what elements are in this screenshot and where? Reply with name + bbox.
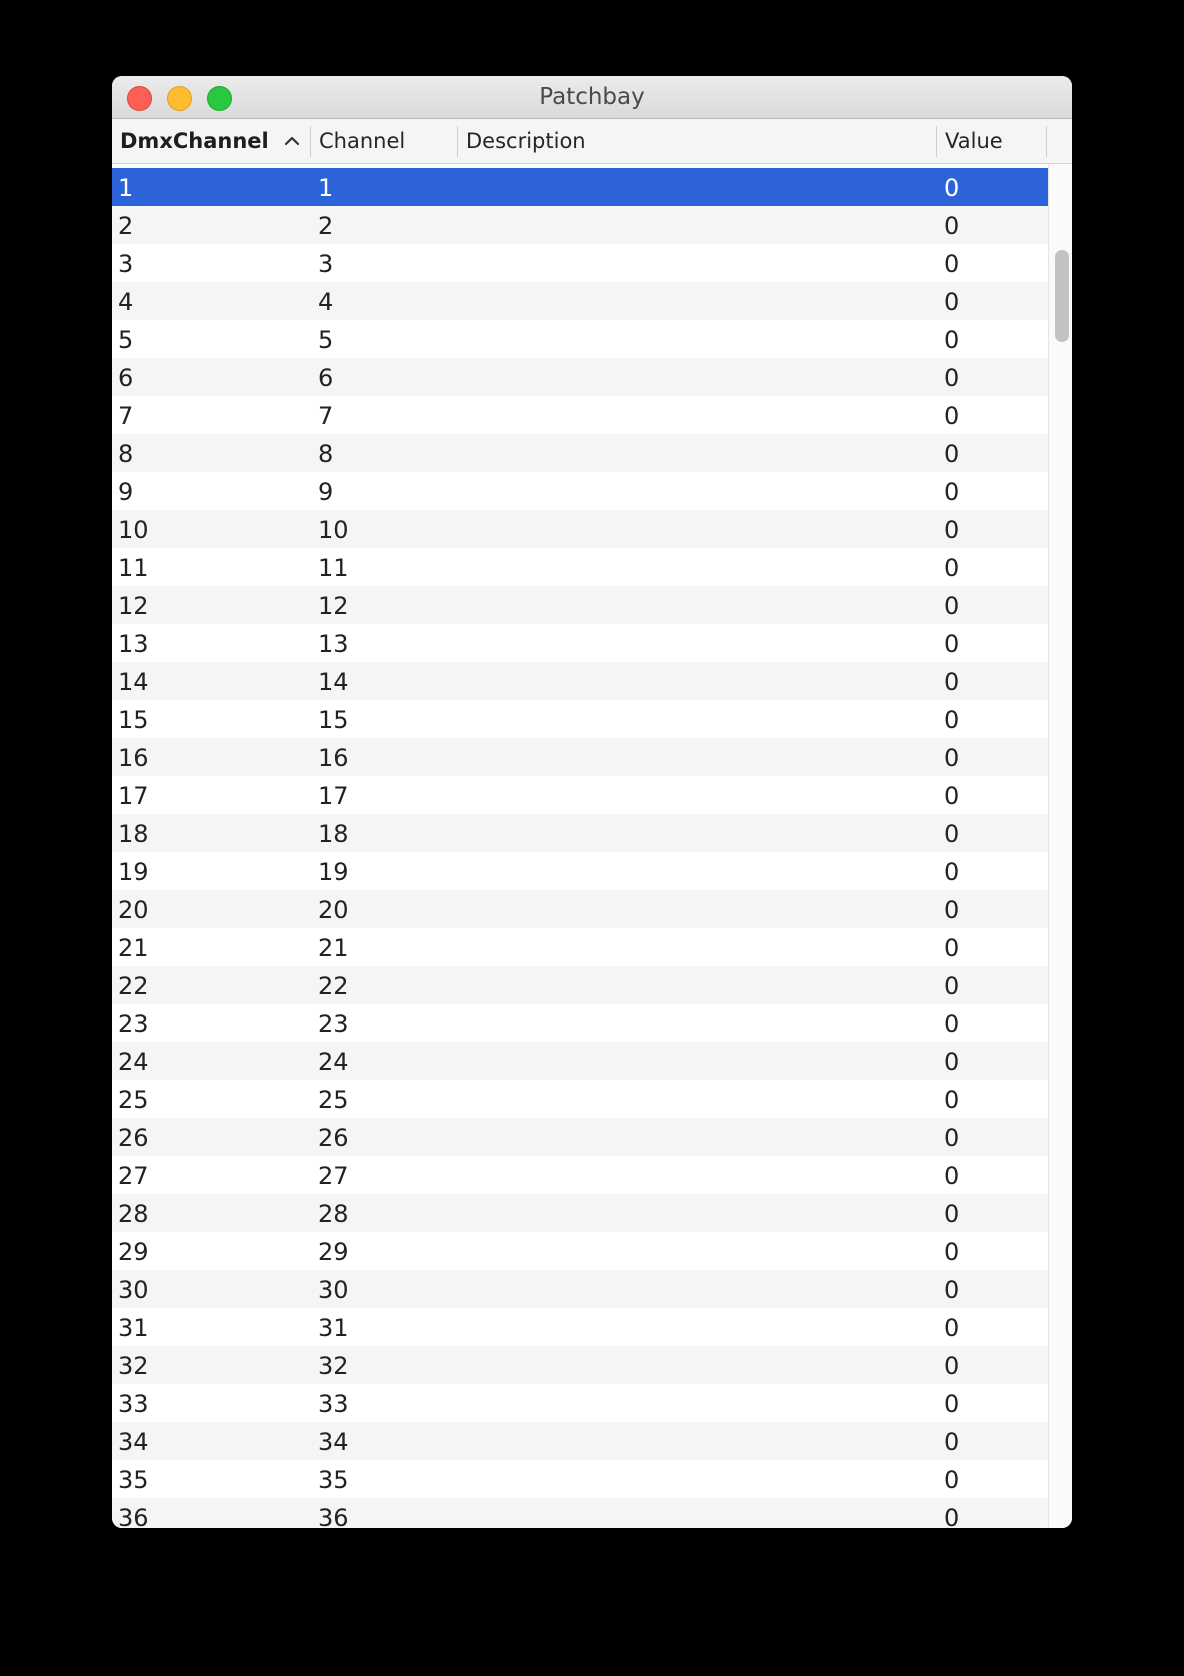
cell-dmxchannel: 22 xyxy=(118,972,149,1000)
cell-value: 0 xyxy=(944,1428,960,1456)
table-row[interactable] xyxy=(112,1042,1048,1080)
cell-value: 0 xyxy=(944,782,960,810)
table-row[interactable] xyxy=(112,1308,1048,1346)
table-row[interactable] xyxy=(112,434,1048,472)
cell-channel: 17 xyxy=(318,782,349,810)
column-divider xyxy=(1046,126,1047,157)
cell-value: 0 xyxy=(944,896,960,924)
cell-dmxchannel: 10 xyxy=(118,516,149,544)
patchbay-window xyxy=(112,76,1072,1528)
cell-dmxchannel: 36 xyxy=(118,1504,149,1528)
cell-dmxchannel: 11 xyxy=(118,554,149,582)
cell-channel: 28 xyxy=(318,1200,349,1228)
cell-channel: 32 xyxy=(318,1352,349,1380)
table-row[interactable] xyxy=(112,396,1048,434)
table-row[interactable] xyxy=(112,1004,1048,1042)
cell-value: 0 xyxy=(944,554,960,582)
column-header-description[interactable]: Description xyxy=(466,129,586,153)
cell-channel: 1 xyxy=(318,174,334,202)
table-row[interactable] xyxy=(112,1346,1048,1384)
vertical-scrollbar[interactable] xyxy=(1048,164,1072,1528)
table-row[interactable] xyxy=(112,700,1048,738)
cell-channel: 25 xyxy=(318,1086,349,1114)
table-row[interactable] xyxy=(112,852,1048,890)
table-header xyxy=(112,119,1072,164)
cell-channel: 31 xyxy=(318,1314,349,1342)
cell-value: 0 xyxy=(944,1390,960,1418)
cell-value: 0 xyxy=(944,402,960,430)
cell-channel: 18 xyxy=(318,820,349,848)
cell-channel: 30 xyxy=(318,1276,349,1304)
column-header-dmxchannel[interactable]: DmxChannel xyxy=(120,129,269,153)
cell-dmxchannel: 27 xyxy=(118,1162,149,1190)
cell-dmxchannel: 16 xyxy=(118,744,149,772)
cell-value: 0 xyxy=(944,250,960,278)
cell-value: 0 xyxy=(944,1162,960,1190)
cell-channel: 2 xyxy=(318,212,334,240)
table-row[interactable] xyxy=(112,548,1048,586)
cell-dmxchannel: 5 xyxy=(118,326,134,354)
scrollbar-thumb[interactable] xyxy=(1055,250,1069,342)
cell-channel: 4 xyxy=(318,288,334,316)
cell-value: 0 xyxy=(944,1010,960,1038)
cell-channel: 29 xyxy=(318,1238,349,1266)
title-bar[interactable] xyxy=(112,76,1072,119)
cell-value: 0 xyxy=(944,1048,960,1076)
cell-channel: 6 xyxy=(318,364,334,392)
cell-dmxchannel: 20 xyxy=(118,896,149,924)
cell-dmxchannel: 12 xyxy=(118,592,149,620)
table-body xyxy=(112,168,1048,1528)
cell-channel: 21 xyxy=(318,934,349,962)
cell-dmxchannel: 4 xyxy=(118,288,134,316)
cell-dmxchannel: 24 xyxy=(118,1048,149,1076)
cell-value: 0 xyxy=(944,1124,960,1152)
cell-channel: 13 xyxy=(318,630,349,658)
table-row[interactable] xyxy=(112,1118,1048,1156)
cell-channel: 10 xyxy=(318,516,349,544)
table-row[interactable] xyxy=(112,1270,1048,1308)
cell-value: 0 xyxy=(944,706,960,734)
cell-value: 0 xyxy=(944,288,960,316)
cell-value: 0 xyxy=(944,972,960,1000)
table-row[interactable] xyxy=(112,928,1048,966)
table-row[interactable] xyxy=(112,1194,1048,1232)
cell-dmxchannel: 3 xyxy=(118,250,134,278)
cell-dmxchannel: 28 xyxy=(118,1200,149,1228)
table-row[interactable] xyxy=(112,320,1048,358)
table-row[interactable] xyxy=(112,1498,1048,1528)
close-icon[interactable] xyxy=(127,86,152,111)
cell-channel: 11 xyxy=(318,554,349,582)
table-row[interactable] xyxy=(112,1384,1048,1422)
cell-channel: 36 xyxy=(318,1504,349,1528)
cell-dmxchannel: 32 xyxy=(118,1352,149,1380)
cell-value: 0 xyxy=(944,858,960,886)
table-row[interactable] xyxy=(112,890,1048,928)
table-row[interactable] xyxy=(112,1232,1048,1270)
table-row[interactable] xyxy=(112,282,1048,320)
table-row[interactable] xyxy=(112,586,1048,624)
cell-channel: 19 xyxy=(318,858,349,886)
column-header-channel[interactable]: Channel xyxy=(319,129,406,153)
cell-value: 0 xyxy=(944,1504,960,1528)
cell-dmxchannel: 33 xyxy=(118,1390,149,1418)
cell-dmxchannel: 2 xyxy=(118,212,134,240)
cell-channel: 27 xyxy=(318,1162,349,1190)
cell-dmxchannel: 30 xyxy=(118,1276,149,1304)
cell-channel: 35 xyxy=(318,1466,349,1494)
cell-dmxchannel: 17 xyxy=(118,782,149,810)
table-row[interactable] xyxy=(112,1422,1048,1460)
cell-value: 0 xyxy=(944,1086,960,1114)
cell-dmxchannel: 29 xyxy=(118,1238,149,1266)
cell-channel: 7 xyxy=(318,402,334,430)
window-title: Patchbay xyxy=(539,84,645,110)
cell-dmxchannel: 1 xyxy=(118,174,134,202)
table-row[interactable] xyxy=(112,776,1048,814)
cell-channel: 26 xyxy=(318,1124,349,1152)
table-row[interactable] xyxy=(112,206,1048,244)
table-row[interactable] xyxy=(112,1156,1048,1194)
cell-channel: 20 xyxy=(318,896,349,924)
cell-dmxchannel: 35 xyxy=(118,1466,149,1494)
cell-value: 0 xyxy=(944,364,960,392)
cell-value: 0 xyxy=(944,1200,960,1228)
table-row[interactable] xyxy=(112,814,1048,852)
table-row[interactable] xyxy=(112,662,1048,700)
cell-dmxchannel: 26 xyxy=(118,1124,149,1152)
cell-channel: 23 xyxy=(318,1010,349,1038)
cell-value: 0 xyxy=(944,668,960,696)
cell-channel: 15 xyxy=(318,706,349,734)
cell-channel: 8 xyxy=(318,440,334,468)
cell-channel: 9 xyxy=(318,478,334,506)
cell-dmxchannel: 7 xyxy=(118,402,134,430)
cell-dmxchannel: 13 xyxy=(118,630,149,658)
cell-value: 0 xyxy=(944,326,960,354)
cell-channel: 16 xyxy=(318,744,349,772)
cell-value: 0 xyxy=(944,1276,960,1304)
cell-dmxchannel: 21 xyxy=(118,934,149,962)
cell-dmxchannel: 31 xyxy=(118,1314,149,1342)
cell-value: 0 xyxy=(944,744,960,772)
column-header-value[interactable]: Value xyxy=(945,129,1003,153)
cell-dmxchannel: 15 xyxy=(118,706,149,734)
cell-dmxchannel: 25 xyxy=(118,1086,149,1114)
table-row[interactable] xyxy=(112,738,1048,776)
cell-value: 0 xyxy=(944,440,960,468)
cell-value: 0 xyxy=(944,1314,960,1342)
cell-value: 0 xyxy=(944,478,960,506)
table-row[interactable] xyxy=(112,472,1048,510)
cell-channel: 5 xyxy=(318,326,334,354)
cell-channel: 34 xyxy=(318,1428,349,1456)
table-row[interactable] xyxy=(112,624,1048,662)
cell-channel: 14 xyxy=(318,668,349,696)
cell-channel: 22 xyxy=(318,972,349,1000)
cell-dmxchannel: 9 xyxy=(118,478,134,506)
table-row[interactable] xyxy=(112,168,1048,206)
table-row[interactable] xyxy=(112,510,1048,548)
cell-value: 0 xyxy=(944,934,960,962)
cell-dmxchannel: 6 xyxy=(118,364,134,392)
minimize-icon[interactable] xyxy=(167,86,192,111)
table-row[interactable] xyxy=(112,1460,1048,1498)
cell-channel: 3 xyxy=(318,250,334,278)
cell-dmxchannel: 18 xyxy=(118,820,149,848)
table-row[interactable] xyxy=(112,244,1048,282)
cell-dmxchannel: 14 xyxy=(118,668,149,696)
cell-value: 0 xyxy=(944,174,960,202)
cell-dmxchannel: 19 xyxy=(118,858,149,886)
cell-channel: 12 xyxy=(318,592,349,620)
cell-value: 0 xyxy=(944,592,960,620)
cell-dmxchannel: 34 xyxy=(118,1428,149,1456)
table-row[interactable] xyxy=(112,1080,1048,1118)
cell-value: 0 xyxy=(944,516,960,544)
table-row[interactable] xyxy=(112,358,1048,396)
cell-value: 0 xyxy=(944,1466,960,1494)
cell-value: 0 xyxy=(944,212,960,240)
cell-value: 0 xyxy=(944,1352,960,1380)
cell-value: 0 xyxy=(944,630,960,658)
cell-channel: 24 xyxy=(318,1048,349,1076)
zoom-icon[interactable] xyxy=(207,86,232,111)
cell-dmxchannel: 23 xyxy=(118,1010,149,1038)
cell-dmxchannel: 8 xyxy=(118,440,134,468)
cell-value: 0 xyxy=(944,1238,960,1266)
chevron-up-icon xyxy=(282,131,302,151)
cell-value: 0 xyxy=(944,820,960,848)
cell-channel: 33 xyxy=(318,1390,349,1418)
table-row[interactable] xyxy=(112,966,1048,1004)
